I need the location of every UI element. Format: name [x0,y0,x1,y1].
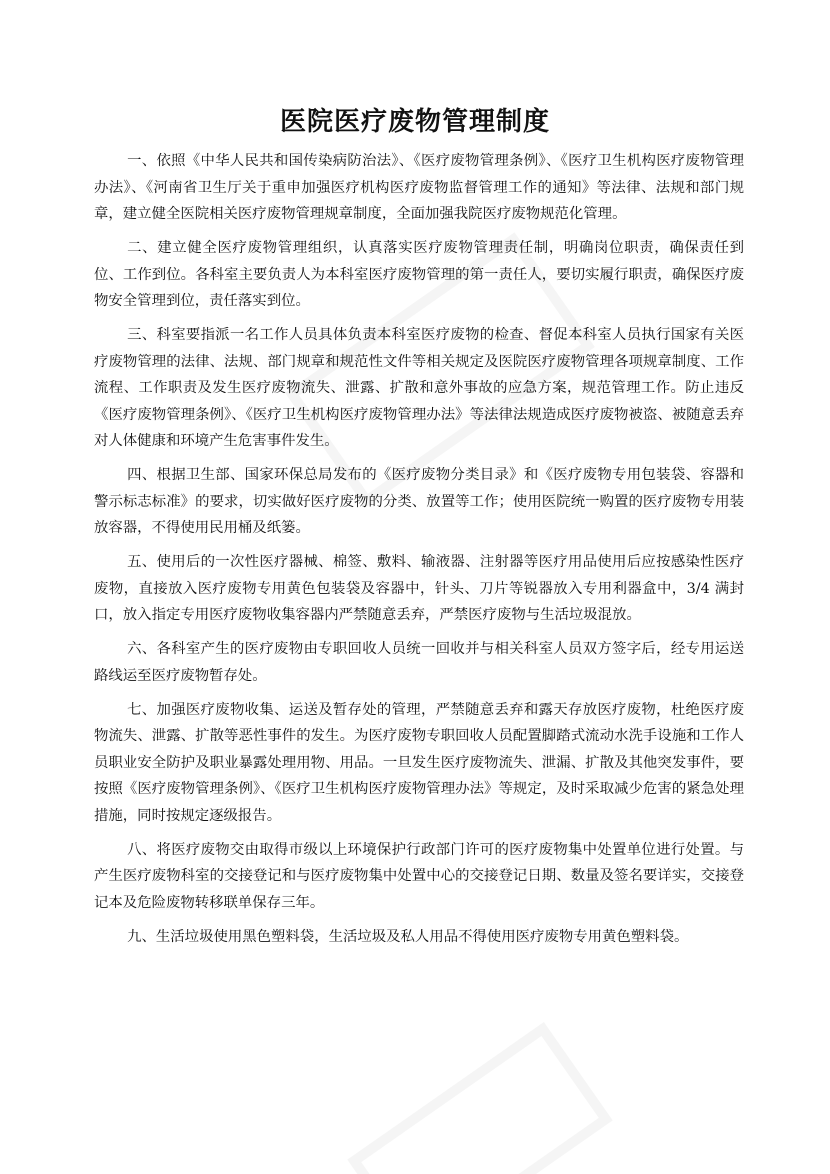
paragraph-3: 三、科室要指派一名工作人员具体负责本科室医疗废物的检查、督促本科室人员执行国家有关医疗废物管理的法律、法规、部门规章和规范性文件等相关规定及医院医疗废物管理各项规章制度、工作流程、工作职责及发生医疗废物流失、泄露、扩散和意外事故的应急方案，规范管理工作。防止违反《医疗废物管理条例》、《医疗卫生机构医疗废物管理办法》等法律法规造成医疗废物被盗、被随意丢弃对人体健康和环境产生危害事件发生。 [94,327,744,449]
document-body [94,148,744,958]
paragraph-8: 八、将医疗废物交由取得市级以上环境保护行政部门许可的医疗废物集中处置单位进行处置。与产生医疗废物科室的交接登记和与医疗废物集中处置中心的交接登记日期、数量及签名要详实，交接登记本及危险废物转移联单保存三年。 [94,841,744,911]
paragraph-5: 五、使用后的一次性医疗器械、棉签、敷料、输液器、注射器等医疗用品使用后应按感染性医疗废物，直接放入医疗废物专用黄色包装袋及容器中，针头、刀片等锐器放入专用利器盒中，3/4 满封口，放入指定专用医疗废物收集容器内严禁随意丢弃，严禁医疗废物与生活垃圾混放。 [94,554,744,623]
watermark-stamp [347,1022,612,1174]
document-title: 医院医疗废物管理制度 [279,107,550,137]
paragraph-4: 四、根据卫生部、国家环保总局发布的《医疗废物分类目录》和《医疗废物专用包装袋、容器和警示标志标准》的要求，切实做好医疗废物的分类、放置等工作；使用医院统一购置的医疗废物专用装放容器，不得使用民用桶及纸篓。 [94,467,744,536]
paragraph-1: 一、依照《中华人民共和国传染病防治法》、《医疗废物管理条例》、《医疗卫生机构医疗废物管理办法》、《河南省卫生厅关于重申加强医疗机构医疗废物监督管理工作的通知》等法律、法规和部门规章，建立健全医院相关医疗废物管理规章制度，全面加强我院医疗废物规范化管理。 [94,153,744,222]
paragraph-2: 二、建立健全医疗废物管理组织，认真落实医疗废物管理责任制，明确岗位职责，确保责任到位、工作到位。各科室主要负责人为本科室医疗废物管理的第一责任人，要切实履行职责，确保医疗废物安全管理到位，责任落实到位。 [94,240,744,309]
paragraph-6: 六、各科室产生的医疗废物由专职回收人员统一回收并与相关科室人员双方签字后，经专用运送路线运至医疗废物暂存处。 [94,641,744,684]
paragraph-7: 七、加强医疗废物收集、运送及暂存处的管理，严禁随意丢弃和露天存放医疗废物，杜绝医疗废物流失、泄露、扩散等恶性事件的发生。为医疗废物专职回收人员配置脚踏式流动水洗手设施和工作人员职业安全防护及职业暴露处理用物、用品。一旦发生医疗废物流失、泄漏、扩散及其他突发事件，要按照《医疗废物管理条例》、《医疗卫生机构医疗废物管理办法》等规定，及时采取减少危害的紧急处理措施，同时按规定逐级报告。 [94,701,744,824]
paragraph-9: 九、生活垃圾使用黑色塑料袋，生活垃圾及私人用品不得使用医疗废物专用黄色塑料袋。 [127,928,689,945]
